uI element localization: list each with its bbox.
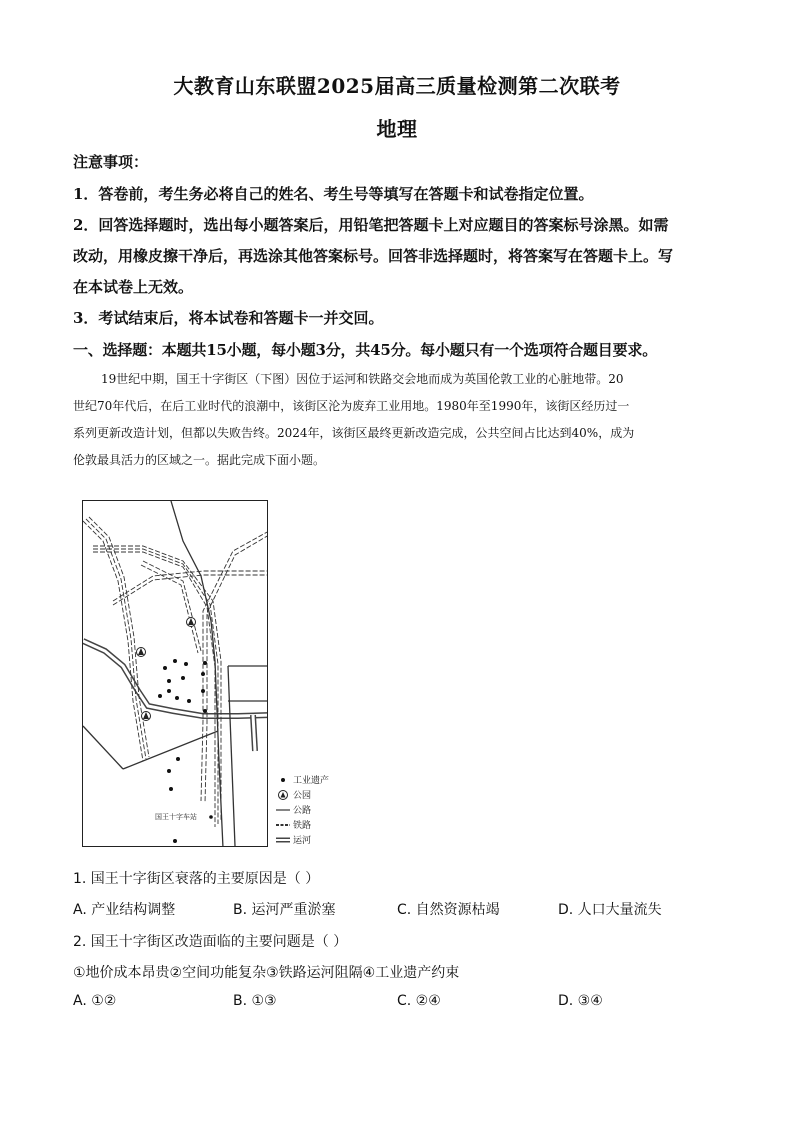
station-marker [209, 815, 213, 819]
question-1-stem: 1. 国王十字街区衰落的主要原因是（ ） [73, 871, 320, 887]
kings-cross-map [82, 500, 268, 847]
q2-option-d: D. ③④ [558, 993, 603, 1009]
intro-line-1: 19世纪中期，国王十字街区（下图）因位于运河和铁路交会地而成为英国伦敦工业的心脏地带。20 [101, 372, 624, 386]
notice-heading: 注意事项： [73, 153, 149, 171]
section-heading: 一、选择题：本题共15小题，每小题3分，共45分。每小题只有一个选项符合题目要求。 [73, 341, 657, 359]
q1-option-a: A. 产业结构调整 [73, 902, 176, 918]
legend-road: 公路 [276, 802, 329, 817]
legend-park: 公园 [276, 787, 329, 802]
canal-branch-inner [253, 715, 255, 751]
heritage-symbol-icon [276, 775, 290, 785]
q2-option-a: A. ①② [73, 993, 117, 1009]
legend-heritage: 工业遗产 [276, 772, 329, 787]
road-east-2 [228, 666, 235, 846]
notice-item-3: 3．考试结束后，将本试卷和答题卡一并交回。 [73, 309, 384, 327]
q1-option-c: C. 自然资源枯竭 [397, 902, 500, 918]
road-south [123, 731, 218, 769]
notice-item-2a: 2．回答选择题时，选出每小题答案后，用铅笔把答题卡上对应题目的答案标号涂黑。如需 [73, 216, 669, 234]
q2-option-b: B. ①③ [233, 993, 277, 1009]
intro-passage [73, 366, 723, 474]
railways [83, 517, 268, 827]
station-label: 国王十字车站 [155, 813, 197, 821]
map-drawing [83, 501, 268, 847]
intro-line-2: 世纪70年代后，在后工业时代的浪潮中，该街区沦为废弃工业用地。1980年至1990年，该街区经历过一 [73, 399, 630, 413]
question-2-substem: ①地价成本昂贵②空间功能复杂③铁路运河阻隔④工业遗产约束 [73, 965, 460, 981]
subject-title: 地理 [376, 117, 418, 141]
park-symbol-icon [276, 789, 290, 801]
railway-symbol-icon [276, 820, 290, 830]
intro-line-3: 系列更新改造计划，但都以失败告终。2024年，该街区最终更新改造完成，公共空间占比达到40%，成为 [73, 426, 635, 440]
notice-item-1: 1．答卷前，考生务必将自己的姓名、考生号等填写在答题卡和试卷指定位置。 [73, 185, 594, 203]
intro-line-4: 伦敦最具活力的区域之一。据此完成下面小题。 [73, 453, 326, 467]
map-legend [276, 772, 329, 847]
road-symbol-icon [276, 805, 290, 815]
question-2-stem: 2. 国王十字街区改造面临的主要问题是（ ） [73, 934, 348, 950]
road-sw [83, 726, 123, 769]
legend-canal: 运河 [276, 832, 329, 847]
exam-title: 大教育山东联盟2025届高三质量检测第二次联考 [173, 74, 621, 98]
notice-item-2b: 改动，用橡皮擦干净后，再选涂其他答案标号。回答非选择题时，将答案写在答题卡上。写 [73, 247, 674, 265]
canal-line [83, 641, 268, 716]
legend-railway: 铁路 [276, 817, 329, 832]
q1-option-b: B. 运河严重淤塞 [233, 902, 336, 918]
notice-item-2c: 在本试卷上无效。 [73, 278, 194, 296]
q2-option-c: C. ②④ [397, 993, 441, 1009]
q1-option-d: D. 人口大量流失 [558, 902, 662, 918]
canal-symbol-icon [276, 835, 290, 845]
